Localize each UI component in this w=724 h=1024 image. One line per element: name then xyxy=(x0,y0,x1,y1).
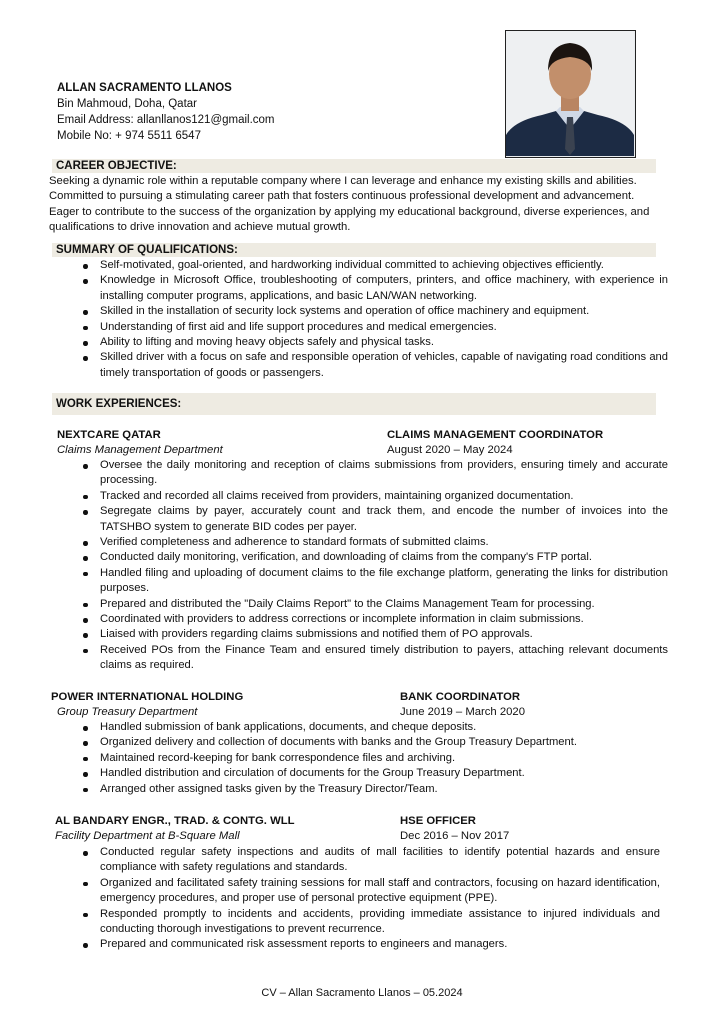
list-item: Segregate claims by payer, accurately count and track them, and encode the number of invoices into the TATSHBO system to generate BID codes per payer. xyxy=(78,504,668,535)
job-company: AL BANDARY ENGR., TRAD. & CONTG. WLL xyxy=(55,815,295,827)
career-objective-heading: CAREER OBJECTIVE: xyxy=(52,159,656,173)
list-item: Organized and facilitated safety training sessions for mall staff and contractors, focusing on hazard identification, emergency procedures, and proper use of personal protective equipment (PPE). xyxy=(78,876,660,907)
job-company: POWER INTERNATIONAL HOLDING xyxy=(51,691,244,703)
list-item: Handled distribution and circulation of documents for the Group Treasury Department. xyxy=(78,766,668,781)
list-item: Responded promptly to incidents and accidents, providing immediate assistance to injured individuals and conducting thorough investigations to prevent recurrence. xyxy=(78,907,660,938)
list-item: Skilled in the installation of security lock systems and operation of office machinery and equipment. xyxy=(78,304,668,319)
list-item: Oversee the daily monitoring and reception of claims submissions from providers, ensuring timely and accurate processing. xyxy=(78,458,668,489)
mobile-label: Mobile No: xyxy=(57,130,112,142)
list-item: Liaised with providers regarding claims submissions and notified them of PO approvals. xyxy=(78,627,668,642)
list-item: Tracked and recorded all claims received from providers, maintaining organized documentation. xyxy=(78,489,668,504)
list-item: Conducted regular safety inspections and audits of mall facilities to identify potential hazards and ensure compliance with safety regulations and standards. xyxy=(78,845,660,876)
email-label: Email Address: xyxy=(57,114,134,126)
profile-photo xyxy=(505,30,636,158)
applicant-name: ALLAN SACRAMENTO LLANOS xyxy=(57,82,232,94)
email-line xyxy=(57,112,275,128)
mobile-line xyxy=(57,128,275,144)
list-item: Prepared and communicated risk assessment reports to engineers and managers. xyxy=(78,937,660,952)
mobile-number: + 974 5511 6547 xyxy=(115,130,201,142)
career-objective-text: Seeking a dynamic role within a reputable company where I can leverage and enhance my existing skills and abilities. Committed to pursuing a stimulating career path that fosters continuous professional development and advancement. Eager to contribute to the success of the organization by applying my educational background, diverse experiences, and qualifications to drive innovation and achieve mutual growth. xyxy=(49,175,650,233)
job-duties-list xyxy=(78,845,660,953)
job-role: BANK COORDINATOR xyxy=(400,691,521,703)
list-item: Ability to lifting and moving heavy objects safely and physical tasks. xyxy=(78,335,668,350)
list-item: Conducted daily monitoring, verification, and downloading of claims from the company's FTP portal. xyxy=(78,550,668,565)
list-item: Received POs from the Finance Team and ensured timely distribution to payers, attaching relevant documents claims as required. xyxy=(78,643,668,674)
list-item: Skilled driver with a focus on safe and responsible operation of vehicles, capable of navigating road conditions and timely transportation of goods or passengers. xyxy=(78,350,668,381)
page-footer: CV – Allan Sacramento Llanos – 05.2024 xyxy=(261,987,463,999)
list-item: Handled filing and uploading of document claims to the file exchange platform, generating the links for distribution purposes. xyxy=(78,566,668,597)
contact-block xyxy=(57,80,275,144)
list-item: Maintained record-keeping for bank correspondence files and archiving. xyxy=(78,751,668,766)
job-duties-list xyxy=(78,458,668,674)
job-department: Claims Management Department xyxy=(57,444,223,456)
list-item: Knowledge in Microsoft Office, troubleshooting of computers, printers, and office machinery, with experience in installing computer programs, applications, and basic LAN/WAN networking. xyxy=(78,273,668,304)
list-item: Verified completeness and adherence to standard formats of submitted claims. xyxy=(78,535,668,550)
summary-heading: SUMMARY OF QUALIFICATIONS: xyxy=(52,243,656,257)
list-item: Self-motivated, goal-oriented, and hardworking individual committed to achieving objectives efficiently. xyxy=(78,258,668,273)
job-role: CLAIMS MANAGEMENT COORDINATOR xyxy=(387,429,604,441)
job-department: Facility Department at B-Square Mall xyxy=(55,830,240,842)
summary-list xyxy=(78,258,668,381)
job-dates: August 2020 – May 2024 xyxy=(387,444,513,456)
job-dates: June 2019 – March 2020 xyxy=(400,706,525,718)
person-portrait-icon xyxy=(506,31,634,156)
list-item: Arranged other assigned tasks given by the Treasury Director/Team. xyxy=(78,782,668,797)
job-company: NEXTCARE QATAR xyxy=(57,429,161,441)
list-item: Understanding of first aid and life support procedures and medical emergencies. xyxy=(78,320,668,335)
list-item: Handled submission of bank applications, documents, and cheque deposits. xyxy=(78,720,668,735)
job-department: Group Treasury Department xyxy=(57,706,198,718)
address: Bin Mahmoud, Doha, Qatar xyxy=(57,98,197,110)
job-role: HSE OFFICER xyxy=(400,815,476,827)
list-item: Organized delivery and collection of documents with banks and the Group Treasury Department. xyxy=(78,735,668,750)
email-address: allanllanos121@gmail.com xyxy=(136,114,275,126)
job-dates: Dec 2016 – Nov 2017 xyxy=(400,830,510,842)
list-item: Prepared and distributed the "Daily Claims Report" to the Claims Management Team for processing. xyxy=(78,597,668,612)
job-duties-list xyxy=(78,720,668,797)
work-experiences-heading: WORK EXPERIENCES: xyxy=(52,393,656,415)
list-item: Coordinated with providers to address corrections or incomplete information in claim submissions. xyxy=(78,612,668,627)
